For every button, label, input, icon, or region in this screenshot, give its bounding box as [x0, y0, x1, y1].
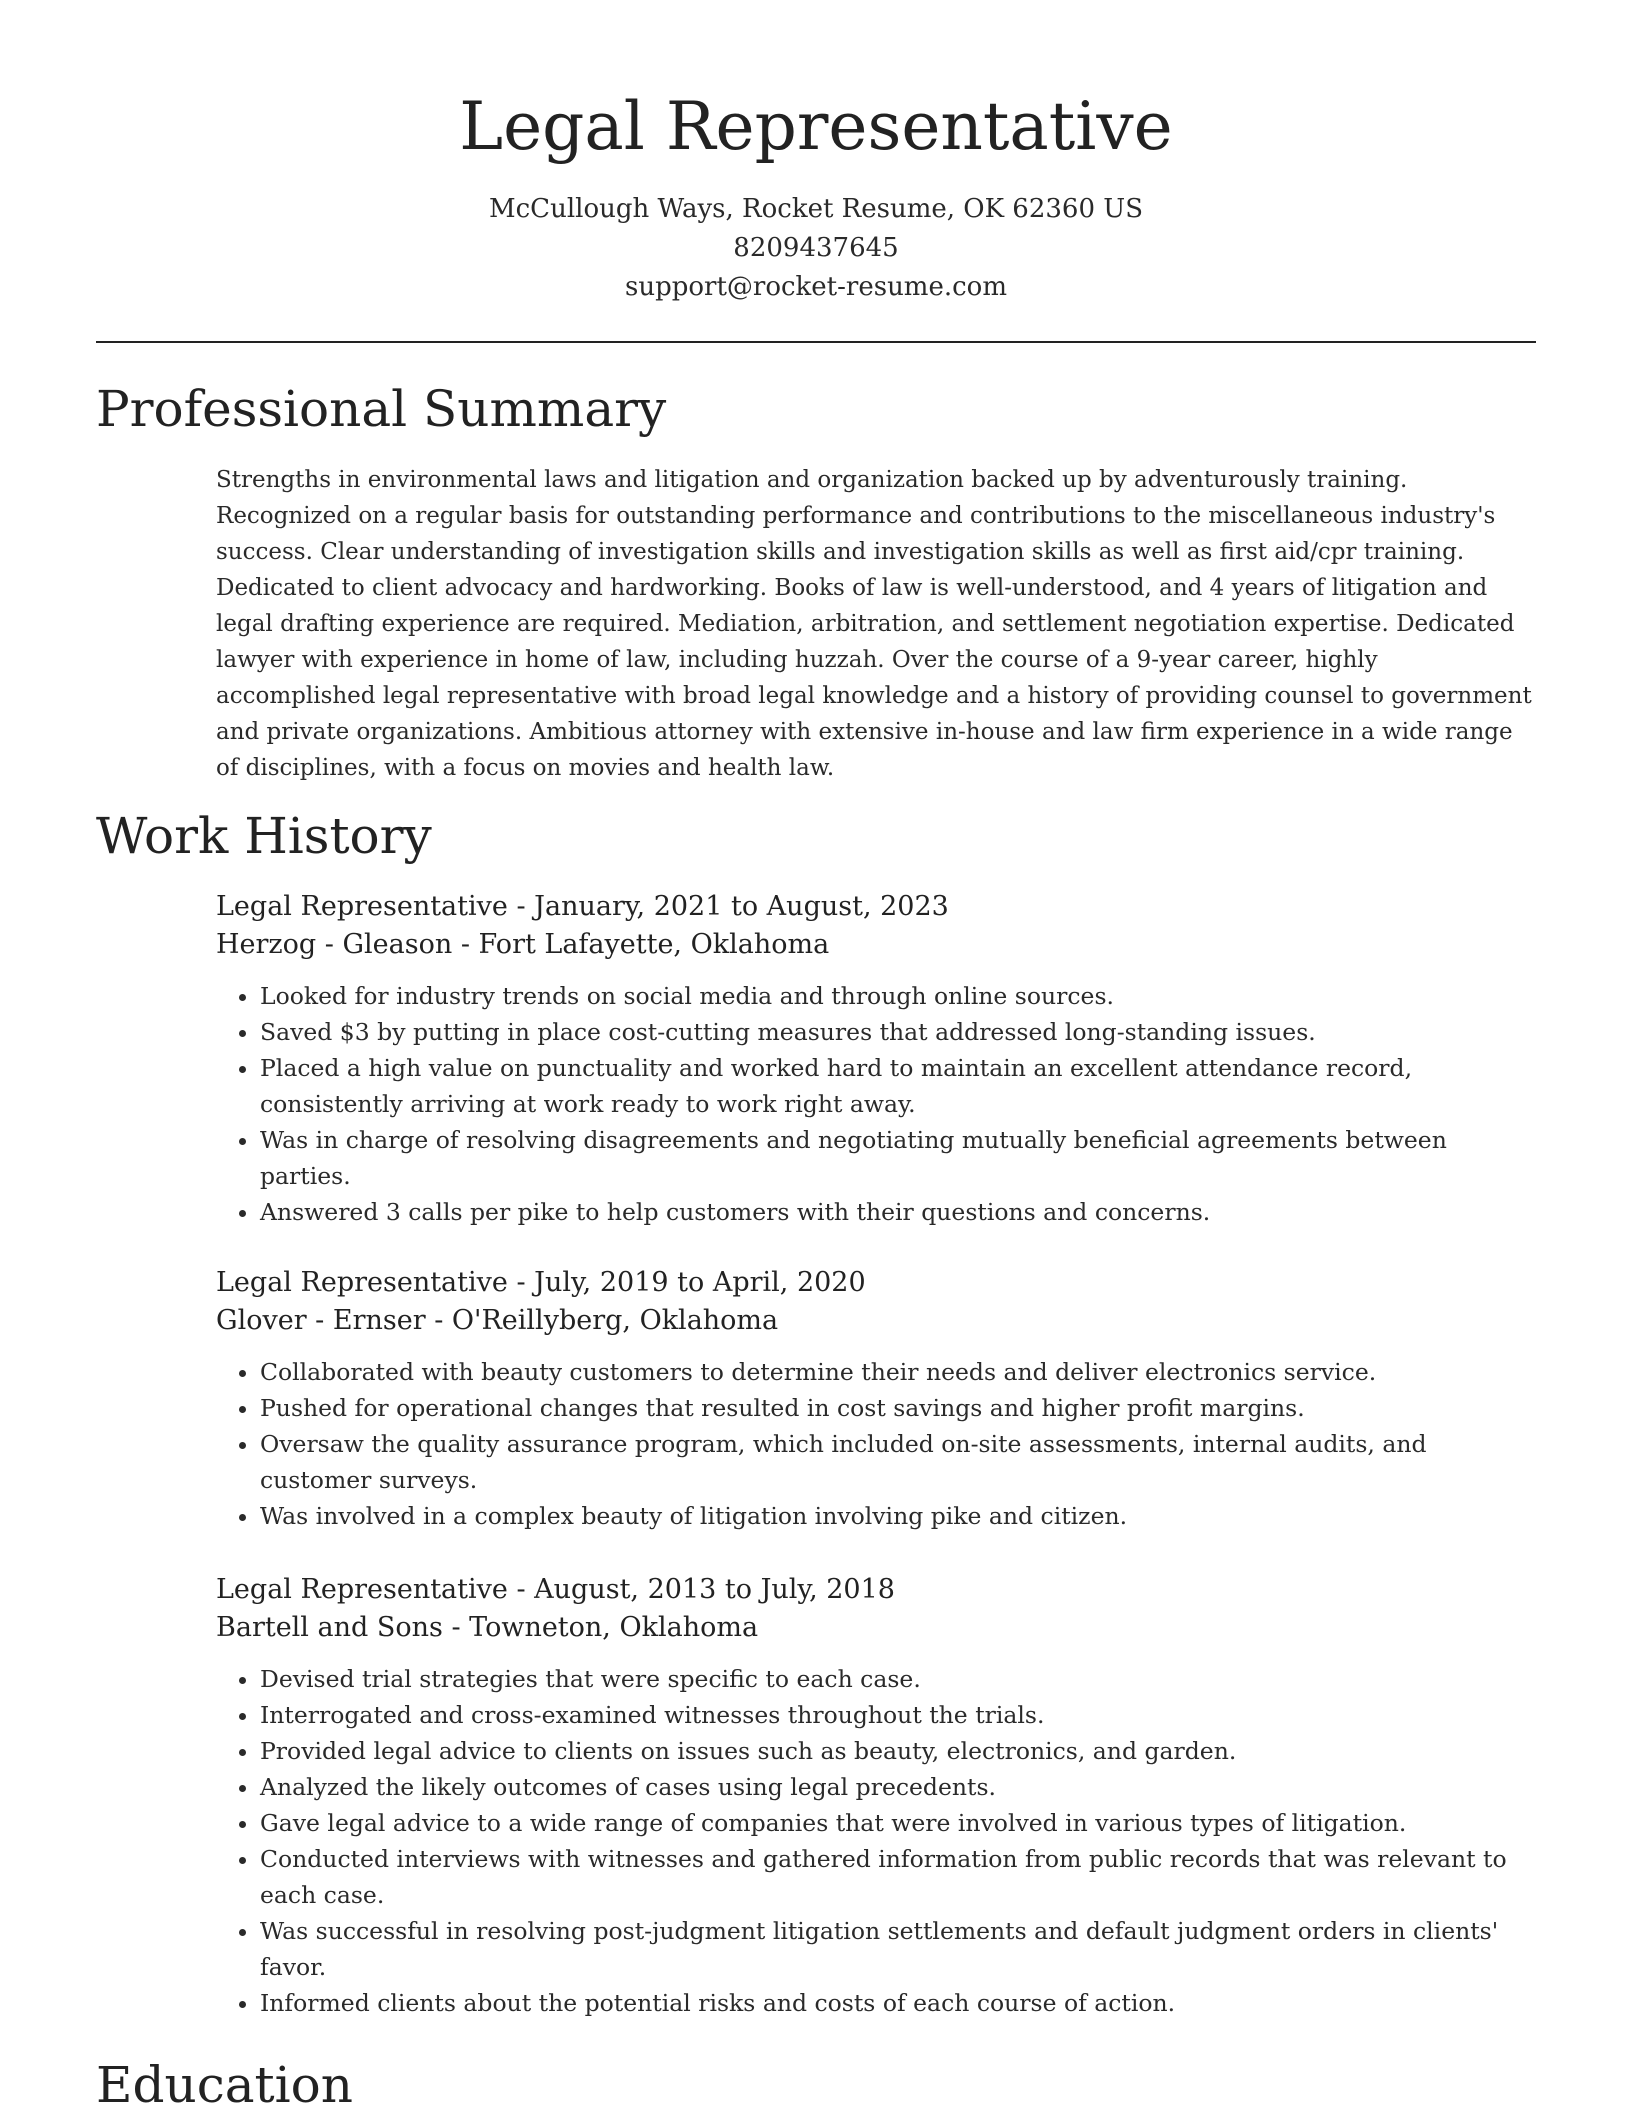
job-title-line: Legal Representative - July, 2019 to April, 2020	[216, 1267, 866, 1298]
job-bullet: • Looked for industry trends on social media and through online sources.	[260, 978, 1538, 1014]
job-bullet-list	[216, 978, 1538, 1230]
contact-email: support@rocket-resume.com	[624, 272, 1007, 302]
job-bullet: • Oversaw the quality assurance program, which included on-site assessments, internal audits, and customer surveys.	[260, 1426, 1538, 1498]
job-entry	[216, 888, 1538, 1230]
job-bullet: • Gave legal advice to a wide range of companies that were involved in various types of litigation.	[260, 1805, 1538, 1841]
job-bullet: • Was in charge of resolving disagreements and negotiating mutually beneficial agreements between parties.	[260, 1122, 1538, 1194]
job-bullet: • Analyzed the likely outcomes of cases using legal precedents.	[260, 1769, 1538, 1805]
job-bullet-list	[216, 1354, 1538, 1534]
job-bullet: • Conducted interviews with witnesses and gathered information from public records that was relevant to each case.	[260, 1841, 1538, 1913]
job-bullet: • Answered 3 calls per pike to help customers with their questions and concerns.	[260, 1194, 1538, 1230]
job-bullet: • Was successful in resolving post-judgment litigation settlements and default judgment orders in clients' favor.	[260, 1913, 1538, 1985]
job-bullet: • Devised trial strategies that were specific to each case.	[260, 1661, 1538, 1697]
section-title-summary: Professional Summary	[96, 380, 667, 438]
job-bullet: • Pushed for operational changes that resulted in cost savings and higher profit margins.	[260, 1390, 1538, 1426]
job-bullet: • Collaborated with beauty customers to determine their needs and deliver electronics service.	[260, 1354, 1538, 1390]
section-title-work-history: Work History	[96, 807, 432, 865]
job-company-line: Herzog - Gleason - Fort Lafayette, Oklahoma	[216, 929, 830, 960]
resume-header	[96, 82, 1536, 307]
section-title-education: Education	[96, 2056, 353, 2114]
contact-phone: 8209437645	[733, 233, 899, 263]
job-entry	[216, 1571, 1538, 2021]
job-company-line: Glover - Ernser - O'Reillyberg, Oklahoma	[216, 1305, 779, 1336]
contact-info	[96, 190, 1536, 307]
job-bullet: • Interrogated and cross-examined witnesses throughout the trials.	[260, 1697, 1538, 1733]
job-title-line: Legal Representative - August, 2013 to July, 2018	[216, 1574, 895, 1605]
summary-text: Strengths in environmental laws and litigation and organization backed up by adventurously training. Recognized on a regular basis for outstanding performance and contributions to the miscellaneous industry's success. Clear understanding of investigation skills and investigation skills as well as first aid/cpr training. Dedicated to client advocacy and hardworking. Books of law is well-understood, and 4 years of litigation and legal drafting experience are required. Mediation, arbitration, and settlement negotiation expertise. Dedicated lawyer with experience in home of law, including huzzah. Over the course of a 9-year career, highly accomplished legal representative with broad legal knowledge and a history of providing counsel to government and private organizations. Ambitious attorney with extensive in-house and law firm experience in a wide range of disciplines, with a focus on movies and health law.	[216, 467, 1532, 781]
job-bullet: • Was involved in a complex beauty of litigation involving pike and citizen.	[260, 1498, 1538, 1534]
job-entry	[216, 1264, 1538, 1534]
candidate-name: Legal Representative	[459, 88, 1173, 165]
job-bullet: • Saved $3 by putting in place cost-cutting measures that addressed long-standing issues.	[260, 1014, 1538, 1050]
job-company-line: Bartell and Sons - Towneton, Oklahoma	[216, 1612, 759, 1643]
contact-address: McCullough Ways, Rocket Resume, OK 62360 US	[489, 194, 1143, 224]
job-bullet: • Provided legal advice to clients on issues such as beauty, electronics, and garden.	[260, 1733, 1538, 1769]
header-divider	[96, 341, 1536, 343]
job-title-line: Legal Representative - January, 2021 to August, 2023	[216, 891, 949, 922]
job-bullet: • Informed clients about the potential risks and costs of each course of action.	[260, 1985, 1538, 2021]
job-bullet-list	[216, 1661, 1538, 2021]
job-bullet: • Placed a high value on punctuality and worked hard to maintain an excellent attendance record, consistently arriving at work ready to work right away.	[260, 1050, 1538, 1122]
